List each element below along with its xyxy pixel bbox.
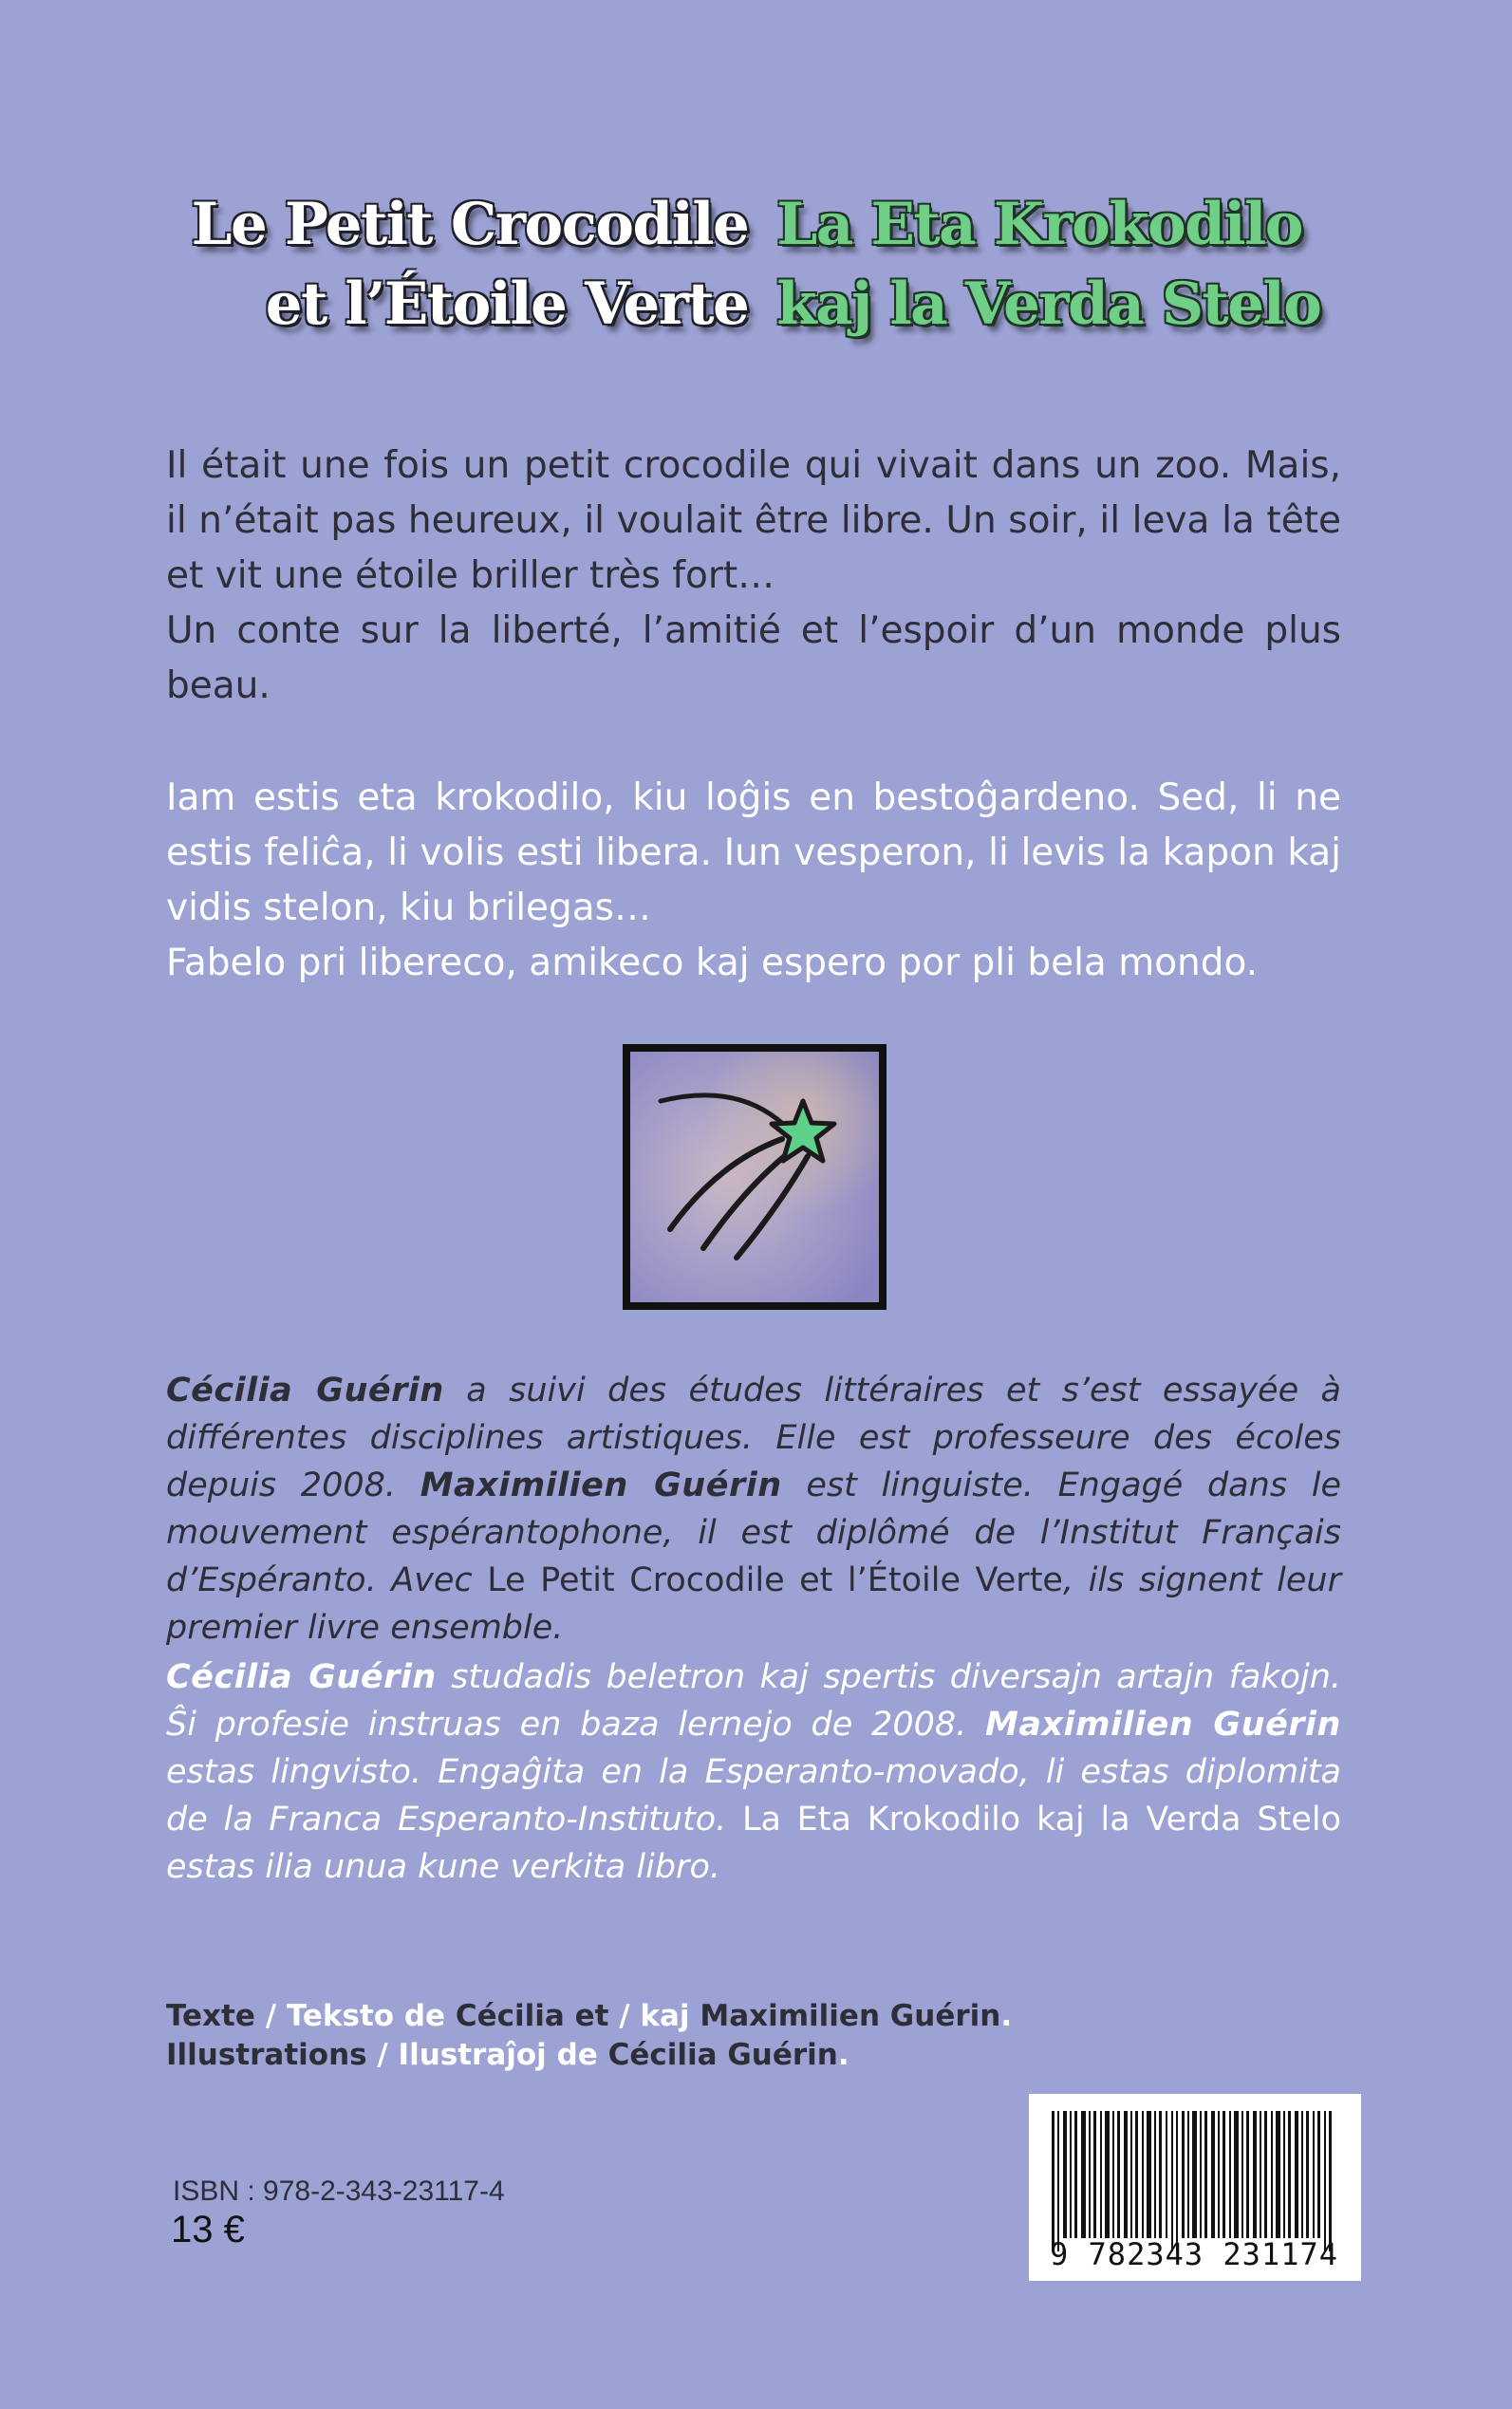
bio-fr-text1: a suivi des études littéraires et s’est essayée à différentes disciplines artistiques. Elle est professeure des écoles depuis 2008. [166,1372,1341,1504]
bio-fr-author2: Maximilien Guérin [420,1466,782,1504]
bio-fr-book-title: Le Petit Crocodile et l’Étoile Verte [487,1561,1063,1599]
credits-text-fr: Texte [166,1999,255,2033]
credits-ill-eo: Ilustraĵoj de [398,2038,598,2072]
bio-fr-author1: Cécilia Guérin [166,1372,444,1410]
bio-fr-text3: , ils signent leur premier livre ensemble. [166,1561,1341,1647]
credits-dot: . [837,2038,849,2072]
isbn: ISBN : 978-2-343-23117-4 [173,2176,505,2207]
credits-ill-fr: Illustrations [166,2038,367,2072]
credits-sep: / [608,1999,641,2033]
title-esperanto [776,185,1320,345]
credits-illustration-line [166,2036,1012,2075]
barcode-digits: 9 782343 231174 [1050,2236,1338,2272]
summary-fr-p2: Un conte sur la liberté, l’amitié et l’espoir d’un monde plus beau. [166,609,1341,707]
price: 13 € [171,2209,245,2250]
bio-eo-author2: Maximilien Guérin [984,1706,1341,1744]
credits-names1b: Maximilien Guérin [689,1999,1001,2033]
bio-eo-text2: estas lingvisto. Engaĝita en la Esperanto-movado, li estas diplomita de la Franca Esperanto-Instituto. [166,1753,1341,1839]
bio-eo-text3: estas ilia unua kune verkita libro. [166,1848,720,1886]
bio-eo-author1: Cécilia Guérin [166,1658,437,1696]
title-eo-line1: La Eta Krokodilo [776,191,1302,258]
author-bio-french [166,1367,1341,1652]
summary-eo-p2: Fabelo pri libereco, amikeco kaj espero por pli bela mondo. [166,942,1259,984]
author-bio-esperanto [166,1653,1341,1891]
summary-fr-p1: Il était une fois un petit crocodile qui vivait dans un zoo. Mais, il n’était pas heureux, il voulait être libre. Un soir, il leva la tête et vit une étoile briller très fort… [166,444,1341,597]
bio-fr-text2: est linguiste. Engagé dans le mouvement espérantophone, il est diplômé de l’Institut Français d’Espéranto. Avec [166,1466,1341,1599]
bio-eo-text1: studadis beletron kaj spertis diversajn artajn fakojn. Ŝi profesie instruas en baza lernejo de 2008. [166,1658,1342,1744]
credits-sep: / [366,2038,399,2072]
summary-eo-p1: Iam estis eta krokodilo, kiu loĝis en bestoĝardeno. Sed, li ne estis feliĉa, li volis esti libera. Iun vesperon, li levis la kapon kaj vidis stelon, kiu brilegas… [166,776,1341,929]
shooting-star-icon [623,1044,887,1310]
credits-names2: Cécilia Guérin [597,2038,838,2072]
credits-text-eo: Teksto de [286,1999,446,2033]
credits [166,1997,1012,2075]
bio-eo-book-title: La Eta Krokodilo kaj la Verda Stelo [741,1801,1341,1839]
title-fr-line1: Le Petit Crocodile [191,191,749,258]
credits-names1a: Cécilia et [445,1999,609,2033]
title-eo-line2: kaj la Verda Stelo [776,271,1321,338]
credits-text-line [166,1997,1012,2036]
summary-esperanto [166,771,1341,991]
summary-french [166,439,1341,714]
credits-and-eo: kaj [640,1999,690,2033]
book-title [0,185,1512,345]
credits-dot: . [1000,1999,1013,2033]
title-french [192,185,749,345]
credits-sep: / [254,1999,287,2033]
title-fr-line2: et l’Étoile Verte [265,271,749,338]
shooting-star-illustration [623,1044,887,1310]
